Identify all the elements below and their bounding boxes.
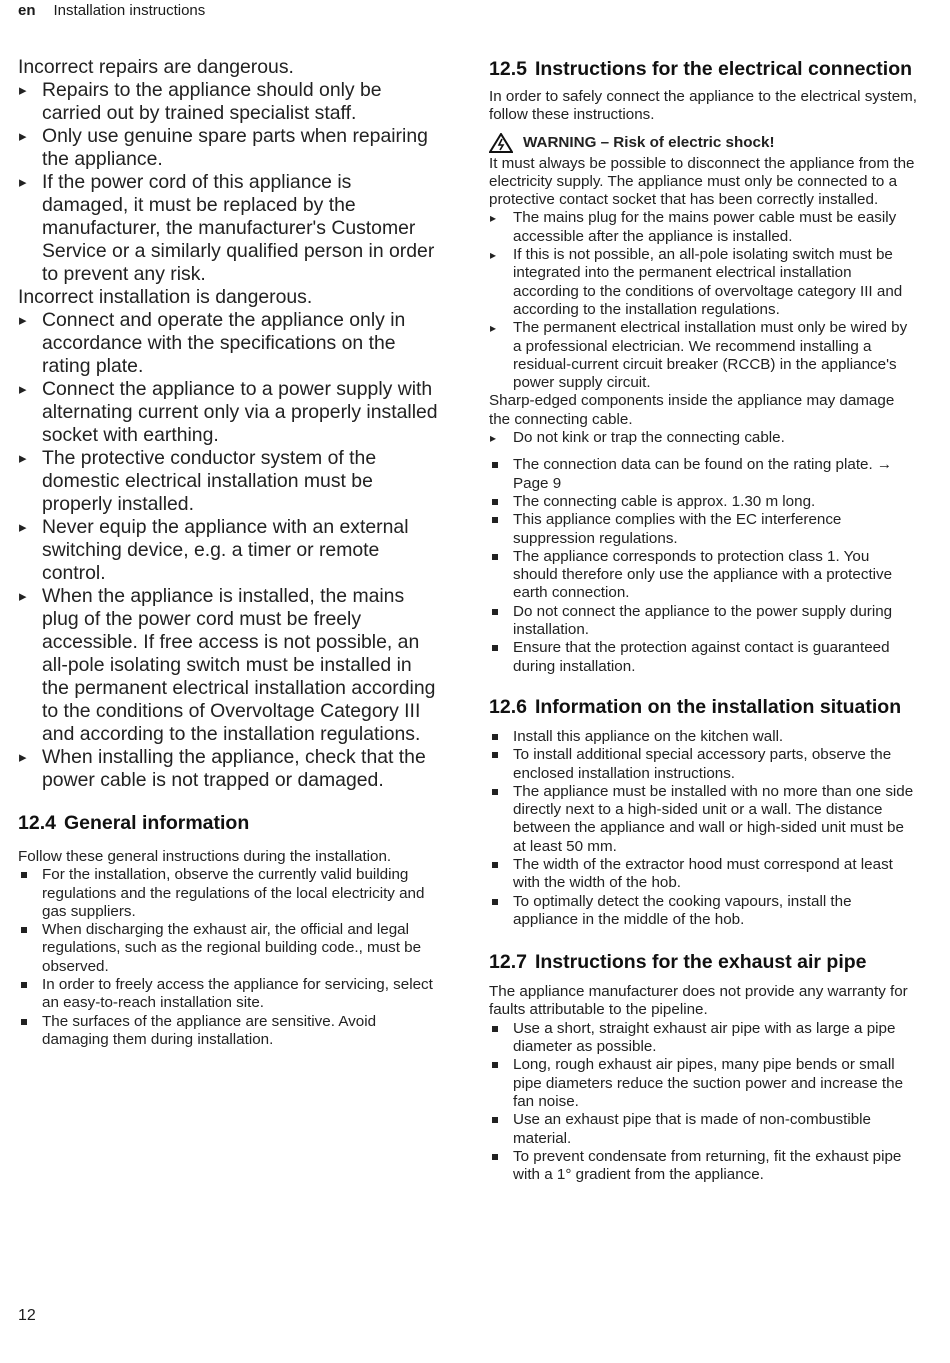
- warning-title: WARNING – Risk of electric shock!: [523, 133, 775, 151]
- list-item: ▸ When installing the appliance, check that the power cable is not trapped or damaged.: [18, 746, 442, 792]
- section-number: 12.4: [18, 812, 56, 834]
- installation-intro: Incorrect installation is dangerous.: [18, 286, 313, 308]
- section-title: Information on the installation situation: [534, 695, 902, 718]
- list-item: Do not connect the appliance to the power supply during installation.: [489, 603, 917, 640]
- list-item: For the installation, observe the currently valid building regulations and the regulations of the local electricity and gas suppliers.: [18, 866, 442, 921]
- list-item: ▸ If this is not possible, an all-pole isolating switch must be integrated into the permanent electrical installation according to the conditions of overvoltage category III and according to the installation regulations.: [489, 246, 917, 319]
- list-item: The appliance must be installed with no more than one side directly next to a high-sided unit or a wall. The distance between the appliance and wall or high-sided unit must be at least 50 mm.: [489, 783, 917, 856]
- list-item: Use an exhaust pipe that is made of non-combustible material.: [489, 1111, 917, 1148]
- sharp-edge-text: Sharp-edged components inside the appliance may damage the connecting cable.: [489, 392, 895, 428]
- section-12-7: [489, 951, 917, 1184]
- section-12-5: [489, 58, 917, 676]
- list-item: ▸ The mains plug for the mains power cable must be easily accessible after the appliance is installed.: [489, 209, 917, 246]
- list-item: The connecting cable is approx. 1.30 m long.: [489, 493, 917, 511]
- list-item: When discharging the exhaust air, the official and legal regulations, such as the regional building code., must be observed.: [18, 921, 442, 976]
- section-intro: The appliance manufacturer does not provide any warranty for faults attributable to the pipeline.: [489, 983, 908, 1019]
- installation-list: [18, 309, 442, 792]
- page-number: 12: [18, 1307, 36, 1324]
- warning-icon: [489, 133, 513, 153]
- list-item: ▸ Never equip the appliance with an external switching device, e.g. a timer or remote control.: [18, 516, 442, 585]
- repairs-list: [18, 79, 442, 286]
- list-item: ▸ Only use genuine spare parts when repairing the appliance.: [18, 125, 442, 171]
- section-intro: In order to safely connect the appliance to the electrical system, follow these instructions.: [489, 88, 918, 124]
- page-header: [18, 2, 205, 19]
- section-title: Instructions for the electrical connection: [534, 58, 913, 80]
- safety-block: [18, 56, 442, 792]
- section-number: 12.6: [489, 695, 527, 718]
- bullet-list: [489, 728, 917, 929]
- right-column: [489, 58, 917, 1184]
- list-item: ▸ The permanent electrical installation must only be wired by a professional electrician. We recommend installing a residual-current circuit breaker (RCCB) in the appliance's power supply circuit.: [489, 319, 917, 392]
- section-12-4: [18, 812, 442, 1049]
- section-heading: [489, 58, 917, 80]
- list-item: Install this appliance on the kitchen wall.: [489, 728, 917, 746]
- section-heading: [489, 696, 917, 718]
- list-item: The appliance corresponds to protection class 1. You should therefore only use the appliance with a protective earth connection.: [489, 548, 917, 603]
- section-12-6: [489, 696, 917, 929]
- section-title: Instructions for the exhaust air pipe: [534, 951, 867, 974]
- bullet-list: [18, 866, 442, 1049]
- list-item: ▸ Connect and operate the appliance only in accordance with the specifications on the rating plate.: [18, 309, 442, 378]
- list-item: Ensure that the protection against contact is guaranteed during installation.: [489, 639, 917, 676]
- bullet-list: [489, 456, 917, 676]
- bullet-list: [489, 1020, 917, 1185]
- list-item: In order to freely access the appliance for servicing, select an easy-to-reach installation site.: [18, 976, 442, 1013]
- left-column: [18, 56, 442, 1049]
- list-item: This appliance complies with the EC interference suppression regulations.: [489, 511, 917, 548]
- list-item: ▸ Do not kink or trap the connecting cable.: [489, 429, 917, 447]
- list-item: The surfaces of the appliance are sensitive. Avoid damaging them during installation.: [18, 1013, 442, 1050]
- list-item: ▸ If the power cord of this appliance is damaged, it must be replaced by the manufacturer, the manufacturer's Customer Service or a similarly qualified person in order to prevent any risk.: [18, 171, 442, 286]
- section-number: 12.5: [489, 58, 527, 80]
- repairs-intro: Incorrect repairs are dangerous.: [18, 56, 294, 78]
- list-item: To prevent condensate from returning, fit the exhaust pipe with a 1° gradient from the appliance.: [489, 1148, 917, 1185]
- section-number: 12.7: [489, 951, 527, 974]
- section-title: General information: [63, 812, 250, 834]
- header-title: Installation instructions: [53, 2, 206, 19]
- section-heading: [18, 812, 442, 834]
- list-item: Use a short, straight exhaust air pipe with as large a pipe diameter as possible.: [489, 1020, 917, 1057]
- warning-text: It must always be possible to disconnect the appliance from the electricity supply. The appliance must only be connected to a protective contact socket that has been correctly installed.: [489, 154, 915, 209]
- language-code: en: [18, 2, 36, 19]
- list-item: ▸ Connect the appliance to a power supply with alternating current only via a properly installed socket with earthing.: [18, 378, 442, 447]
- warning-heading: [489, 133, 917, 153]
- list-item: ▸ The protective conductor system of the domestic electrical installation must be properly installed.: [18, 447, 442, 516]
- section-intro: Follow these general instructions during the installation.: [18, 848, 392, 865]
- list-item: The width of the extractor hood must correspond at least with the width of the hob.: [489, 856, 917, 893]
- list-item: To optimally detect the cooking vapours, install the appliance in the middle of the hob.: [489, 893, 917, 930]
- sharp-edge-list: [489, 429, 917, 447]
- list-item: ▸ When the appliance is installed, the mains plug of the power cord must be freely accessible. If free access is not possible, an all-pole isolating switch must be installed in the permanent electrical installation according to the conditions of Overvoltage Category III and according to the installation regulations.: [18, 585, 442, 746]
- list-item: ▸ Repairs to the appliance should only be carried out by trained specialist staff.: [18, 79, 442, 125]
- list-item: The connection data can be found on the rating plate. → Page 9: [489, 456, 917, 493]
- list-item: Long, rough exhaust air pipes, many pipe bends or small pipe diameters reduce the suction power and increase the fan noise.: [489, 1056, 917, 1111]
- section-heading: [489, 951, 917, 973]
- warning-list: [489, 209, 917, 392]
- list-item: To install additional special accessory parts, observe the enclosed installation instructions.: [489, 746, 917, 783]
